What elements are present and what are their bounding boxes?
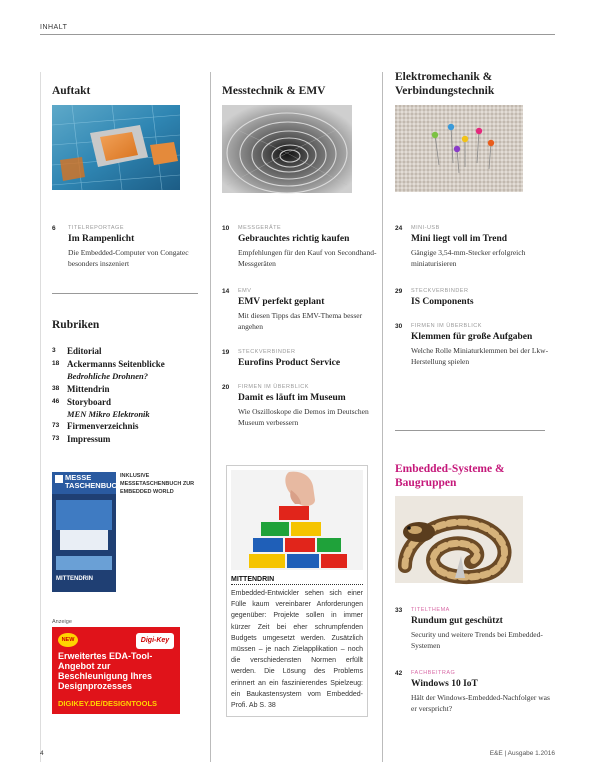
entry-rubric: TITELTHEMA [411, 607, 450, 613]
entry-rubric: STECKVERBINDER [411, 288, 469, 294]
entry-subtitle: Empfehlungen für den Kauf von Secondhand-Messgeräten [238, 248, 377, 268]
section-title-messtechnik: Messtechnik & EMV [222, 85, 326, 97]
column-divider [382, 72, 383, 762]
entry-subtitle: Mit diesen Tipps das EMV-Thema besser angehen [238, 311, 363, 331]
ad-url[interactable]: DIGIKEY.DE/DESIGNTOOLS [58, 699, 158, 708]
entry-title: Klemmen für große Aufgaben [411, 332, 533, 342]
rubrik-item[interactable] [52, 409, 202, 421]
lego-image [231, 470, 363, 570]
rubrik-title: Mittendrin [67, 384, 110, 394]
rubrik-page: 38 [52, 385, 60, 392]
mittendrin-text: Embedded-Entwickler sehen sich einer Fülle kaum vereinbarer Anforderungen gegenüber: Projekte sollen in immer kürzer Zeit bei eher schrumpfenden Budgets umgesetzt werden. Zusätzlich müssen – je nach Zielapplikation – noch die verschiedensten Normen erfüllt werden. Die Lösung des Problems erinnert an ein faszinierendes Spielzeug: ein Baukastensystem vom Embedded-Profi. Ab S. 38 [231, 590, 363, 710]
rubrik-title: Impressum [67, 434, 111, 444]
entry-page: 19 [222, 349, 230, 356]
mittendrin-heading: MITTENDRIN [231, 576, 363, 585]
entry-page: 29 [395, 288, 403, 295]
entry-rubric: FIRMEN IM ÜBERBLICK [411, 323, 482, 329]
toc-entry[interactable] [395, 607, 543, 653]
ad-label: Anzeige [52, 619, 72, 625]
rubrik-item[interactable] [52, 397, 202, 409]
entry-title: Windows 10 IoT [411, 679, 478, 689]
entry-rubric: STECKVERBINDER [238, 349, 296, 355]
toc-entry[interactable] [395, 288, 540, 312]
entry-subtitle: Hält der Windows-Embedded-Nachfolger was er verspricht? [411, 693, 550, 713]
entry-title: Damit es läuft im Museum [238, 393, 346, 403]
entry-page: 20 [222, 384, 230, 391]
section-title-rubriken: Rubriken [52, 319, 100, 331]
embedded-image [395, 496, 523, 583]
toc-entry[interactable] [395, 323, 549, 369]
entry-rubric: MESSGERÄTE [238, 225, 282, 231]
rubrik-item[interactable] [52, 346, 202, 358]
rubrik-title: Ackermanns Seitenblicke [67, 359, 165, 369]
ad-headline: Erweitertes EDA-Tool-Angebot zur Beschleunigung Ihres Designprozesses [58, 651, 153, 691]
rubrik-item[interactable] [52, 359, 202, 371]
entry-title: Mini liegt voll im Trend [411, 234, 508, 244]
messtechnik-image [222, 105, 352, 193]
entry-title: IS Components [411, 297, 474, 307]
rubrik-item[interactable] [52, 384, 202, 396]
divider [395, 430, 545, 431]
entry-page: 30 [395, 323, 403, 330]
toc-entry[interactable] [222, 349, 367, 373]
section-title-auftakt: Auftakt [52, 85, 91, 97]
toc-entry[interactable] [395, 225, 540, 271]
entry-page: 24 [395, 225, 403, 232]
new-badge: NEW [58, 633, 78, 647]
entry-subtitle: Die Embedded-Computer von Congatec besonders inszeniert [68, 248, 189, 268]
rubrik-item[interactable] [52, 421, 202, 433]
entry-title: Rundum gut geschützt [411, 616, 503, 626]
rubrik-title: Firmenverzeichnis [67, 421, 139, 431]
mittendrin-box[interactable] [226, 465, 368, 717]
book-cover-brand: MITTENDRIN [56, 576, 93, 582]
toc-entry[interactable] [222, 384, 367, 430]
entry-subtitle: Gängige 3,54-mm-Stecker erfolgreich miniaturisieren [411, 248, 526, 268]
section-title-embedded: Embedded-Systeme & Baugruppen [395, 463, 505, 489]
entry-page: 33 [395, 607, 403, 614]
digikey-logo: Digi-Key [136, 633, 174, 649]
entry-page: 10 [222, 225, 230, 232]
toc-entry[interactable] [222, 225, 377, 271]
toc-entry[interactable] [395, 670, 550, 716]
entry-subtitle: Wie Oszilloskope die Demos im Deutschen Museum verbessern [238, 407, 369, 427]
entry-title: Im Rampenlicht [68, 234, 135, 244]
entry-subtitle: Security und weitere Trends bei Embedded-Systemen [411, 630, 543, 650]
entry-page: 6 [52, 225, 56, 232]
top-rule [40, 34, 555, 35]
toc-entry[interactable] [222, 288, 367, 334]
messe-book-caption: INKLUSIVE MESSETASCHENBUCH ZUR EMBEDDED WORLD [120, 473, 195, 495]
messe-book-cover[interactable] [52, 472, 123, 592]
rubrik-page: 73 [52, 435, 60, 442]
rubrik-item[interactable] [52, 434, 202, 446]
column-divider [40, 72, 41, 762]
rubrik-page: 18 [52, 360, 60, 367]
entry-title: Gebrauchtes richtig kaufen [238, 234, 350, 244]
auftakt-image [52, 105, 180, 190]
page-number: 4 [40, 750, 44, 757]
entry-page: 42 [395, 670, 403, 677]
rubrik-item[interactable] [52, 371, 202, 383]
entry-rubric: FIRMEN IM ÜBERBLICK [238, 384, 309, 390]
rubrik-page: 3 [52, 347, 56, 354]
divider [52, 293, 198, 294]
book-cover-title: MESSE TASCHENBUCH [65, 473, 123, 490]
entry-rubric: TITELREPORTAGE [68, 225, 125, 231]
rubrik-subtitle: MEN Mikro Elektronik [67, 409, 150, 419]
issue-label: E&E | Ausgabe 1.2016 [489, 750, 555, 757]
section-title-elektromechanik: Elektromechanik & Verbindungstechnik [395, 71, 495, 97]
column-divider [210, 72, 211, 762]
entry-subtitle: Welche Rolle Miniaturklemmen bei der Lkw-Herstellung spielen [411, 346, 549, 366]
toc-entry[interactable] [52, 225, 197, 269]
elektromechanik-image [395, 105, 523, 192]
digikey-ad[interactable] [52, 627, 180, 714]
entry-rubric: FACHBEITRAG [411, 670, 456, 676]
rubrik-title: Editorial [67, 346, 102, 356]
entry-page: 14 [222, 288, 230, 295]
rubrik-subtitle: Bedrohliche Drohnen? [67, 371, 148, 381]
entry-title: EMV perfekt geplant [238, 297, 325, 307]
rubrik-title: Storyboard [67, 397, 112, 407]
entry-rubric: MINI-USB [411, 225, 440, 231]
rubrik-page: 46 [52, 398, 60, 405]
section-label: INHALT [40, 24, 68, 31]
rubrik-page: 73 [52, 422, 60, 429]
entry-title: Eurofins Product Service [238, 358, 341, 368]
entry-rubric: EMV [238, 288, 252, 294]
